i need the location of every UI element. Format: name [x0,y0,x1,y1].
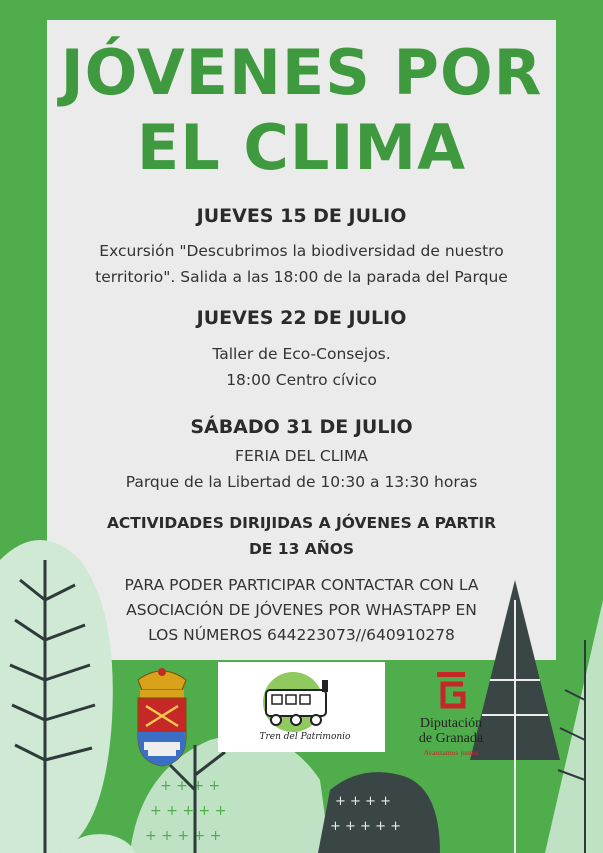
diputacion-granada-logo [406,672,496,772]
diputacion-g-icon [435,672,467,712]
event-2-line-1: Taller de Eco-Consejos. [212,345,391,363]
svg-text:+ + + + +: + + + + + [330,819,401,834]
svg-text:+ + + +: + + + + [160,778,221,794]
tren-logo-label: Tren del Patrimonio [259,732,351,742]
event-1-description [0,238,603,290]
diputacion-name-line-2: de Granada [418,731,484,746]
event-3-line-2: Parque de la Libertad de 10:30 a 13:30 horas [125,473,478,491]
title-line-2: EL CLIMA [136,111,467,184]
audience-line-2: DE 13 AÑOS [248,540,355,558]
diputacion-name [406,716,496,746]
event-2-date: JUEVES 22 DE JULIO [196,307,407,329]
contact-line-2: ASOCIACIÓN DE JÓVENES POR WHASTAPP EN [126,601,477,619]
svg-text:+ + + + +: + + + + + [150,803,227,819]
event-2-description [0,341,603,393]
event-3-description [0,443,603,495]
svg-text:+ + + +: + + + + [335,794,391,809]
audience-note [0,510,603,562]
contact-info [0,573,603,648]
diputacion-slogan: Avanzamos juntos [423,748,479,757]
event-1-date: JUEVES 15 DE JULIO [196,205,407,227]
svg-text:+ + + + +: + + + + + [145,828,222,844]
diputacion-name-line-1: Diputación [419,716,483,731]
event-1-line-1: Excursión "Descubrimos la biodiversidad de nuestro [99,242,504,260]
contact-line-1: PARA PODER PARTICIPAR CONTACTAR CON LA [124,576,479,594]
event-1-line-2: territorio". Salida a las 18:00 de la parada del Parque [95,268,508,286]
event-3-line-1: FERIA DEL CLIMA [235,447,368,465]
title-line-1: JÓVENES POR [60,36,543,109]
event-3-date: SÁBADO 31 DE JULIO [190,416,413,438]
event-2-line-2: 18:00 Centro cívico [226,371,377,389]
audience-line-1: ACTIVIDADES DIRIJIDAS A JÓVENES A PARTIR [106,514,497,532]
municipal-coat-of-arms [130,662,194,770]
contact-line-3: LOS NÚMEROS 644223073//640910278 [148,626,455,644]
